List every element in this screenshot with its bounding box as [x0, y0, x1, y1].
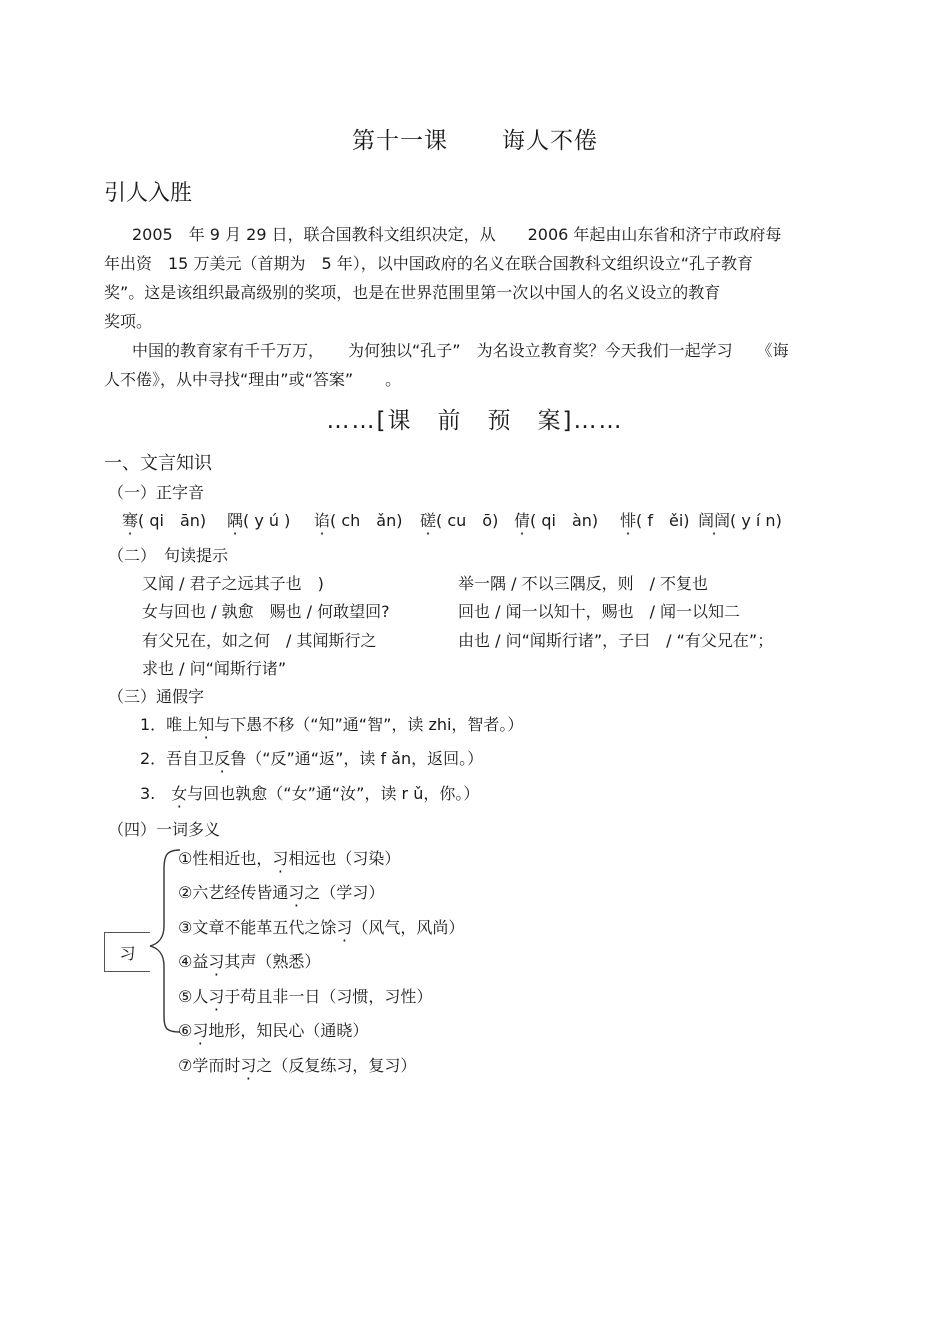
- lesson-name: 诲人不倦: [502, 128, 598, 154]
- pronunciation-item: 骞( qi ān): [122, 511, 207, 530]
- intro-text: [104, 220, 834, 394]
- section-banner: ……[课 前 预 案]……: [326, 408, 624, 434]
- section-heading: 一、文言知识: [104, 453, 212, 474]
- hint-right: 举一隅 / 不以三隅反，则 / 不复也: [458, 574, 709, 593]
- intro-heading: 引人入胜: [104, 181, 193, 206]
- hint-left: 求也 / 问“闻斯行诸”: [142, 659, 287, 678]
- pronunciation-item: 隅( y ú ): [227, 511, 291, 530]
- lesson-number: 第十一课: [352, 128, 448, 154]
- reading-hints-heading: （二） 句读提示: [108, 546, 229, 565]
- tongjia-item: 3. 女与回也孰愈（“女”通“汝”，读 r ǔ，你。）: [140, 784, 480, 803]
- pronunciation-item: 倩( qi àn): [514, 511, 599, 530]
- tongjia-heading: （三）通假字: [108, 687, 205, 706]
- pronunciation-item: 悱( f ěi): [620, 511, 690, 530]
- curly-brace-icon: [148, 846, 182, 1036]
- meaning-item: ③文章不能革五代之馀习（风气，风尚）: [178, 918, 465, 937]
- polysemy-word-box: [104, 932, 150, 972]
- meaning-item: ④益习其声（熟悉）: [178, 952, 321, 971]
- meaning-item: ⑦学而时习之（反复练习，复习）: [178, 1056, 417, 1075]
- pronunciation-item: 谄( ch ǎn): [314, 511, 403, 530]
- meaning-item: ⑤人习于苟且非一日（习惯，习性）: [178, 987, 433, 1006]
- intro-p2-line: 人不倦》，从中寻找“理由”或“答案” 。: [104, 370, 402, 389]
- polysemy-heading: （四）一词多义: [108, 820, 221, 839]
- pronunciation-item: 訚訚( y í n): [698, 511, 782, 530]
- intro-p1-line: 奖”。这是该组织最高级别的奖项，也是在世界范围里第一次以中国人的名义设立的教育: [104, 283, 721, 302]
- tongjia-item: 2．吾自卫反鲁（“反”通“返”，读 f ǎn，返回。）: [140, 749, 484, 768]
- pronunciation-item: 磋( cu ō): [420, 511, 499, 530]
- meaning-item: ⑥习地形，知民心（通晓）: [178, 1021, 369, 1040]
- intro-p1-line: 年出资 15 万美元（首期为 5 年），以中国政府的名义在联合国教科文组织设立“孔子教育: [104, 254, 754, 273]
- intro-p1-line: 2005 年 9 月 29 日，联合国教科文组织决定，从 2006 年起由山东省和济宁市政府每: [132, 225, 782, 244]
- polysemy-word: 习: [119, 943, 136, 963]
- intro-p1-line: 奖项。: [104, 312, 153, 331]
- hint-left: 又闻 / 君子之远其子也 ): [142, 574, 324, 593]
- intro-p2-line: 中国的教育家有千千万万， 为何独以“孔子” 为名设立教育奖？今天我们一起学习 《诲: [132, 341, 789, 360]
- lesson-title: [0, 122, 950, 155]
- hint-right: 由也 / 问“闻斯行诸”，子曰 / “有父兄在”；: [458, 631, 774, 650]
- hint-left: 女与回也 / 孰愈 赐也 / 何敢望回?: [142, 602, 390, 621]
- hint-right: 回也 / 闻一以知十，赐也 / 闻一以知二: [458, 602, 741, 621]
- meaning-item: ①性相近也，习相远也（习染）: [178, 849, 401, 868]
- pronunciation-heading: （一）正字音: [108, 483, 205, 502]
- meaning-item: ②六艺经传皆通习之（学习）: [178, 883, 385, 902]
- tongjia-item: 1．唯上知与下愚不移（“知”通“智”，读 zhi，智者。）: [140, 715, 524, 734]
- hint-left: 有父兄在，如之何 / 其闻斯行之: [142, 631, 377, 650]
